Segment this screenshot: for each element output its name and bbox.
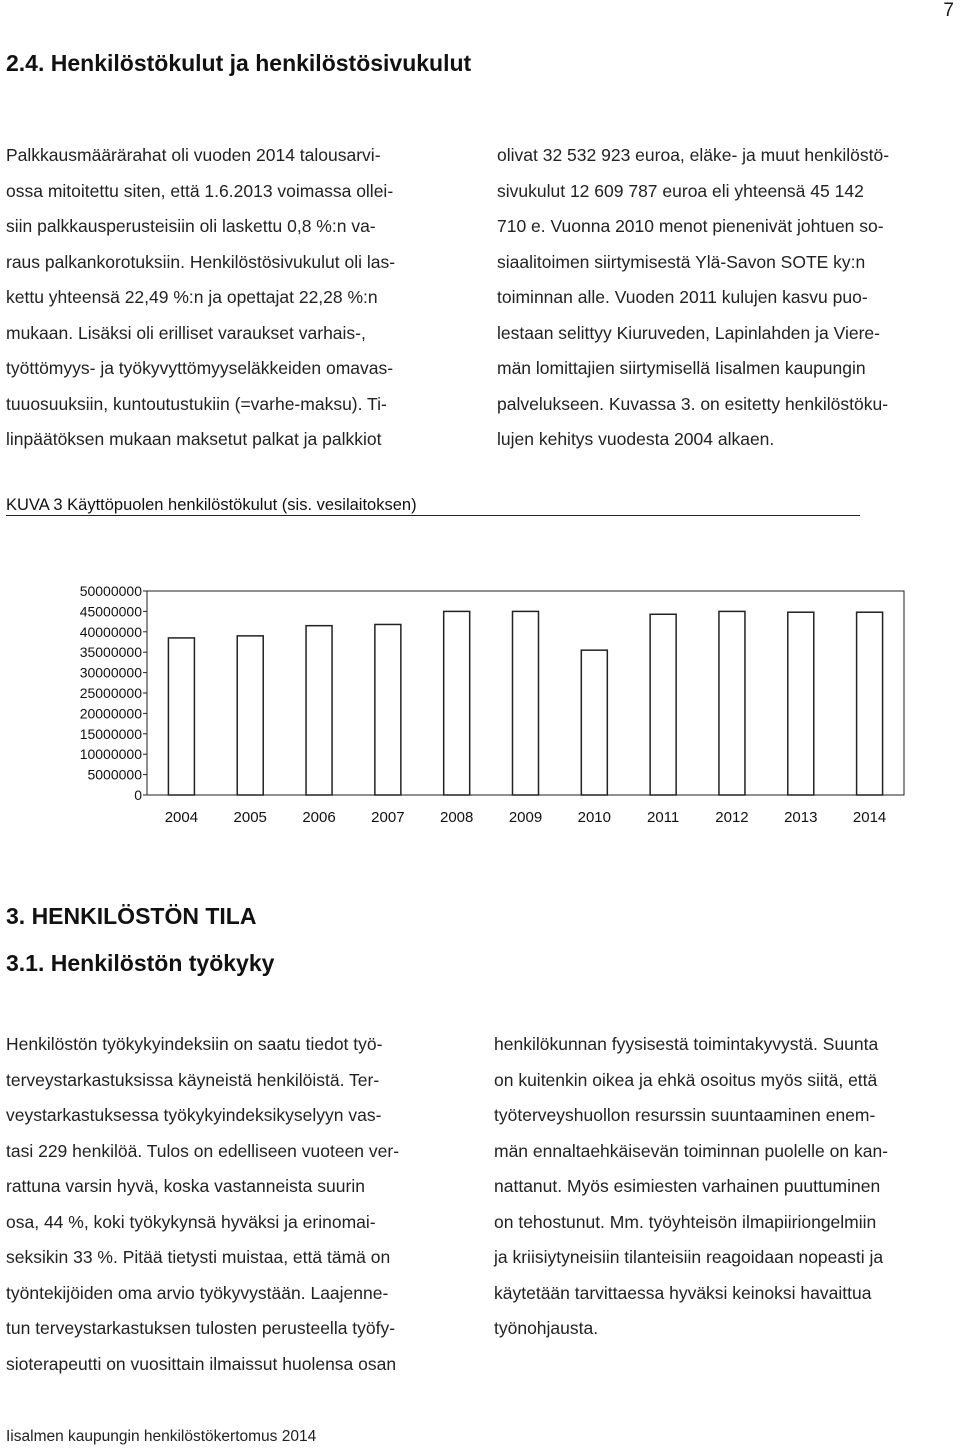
page-number: 7 [943,0,954,21]
text-line: työttömyys- ja työkyvyttömyyseläkkeiden omavas- [6,358,394,378]
text-line: työnohjausta. [494,1318,599,1338]
section1-left-column [6,138,476,458]
text-line: työterveyshuollon resurssin suuntaaminen enem- [494,1105,876,1125]
text-line: Henkilöstön työkykyindeksiin on saatu tiedot työ- [6,1034,383,1054]
y-tick-label: 40000000 [79,623,142,640]
text-line: sivukulut 12 609 787 euroa eli yhteensä 45 142 [497,180,864,201]
section-heading: 2.4. Henkilöstökulut ja henkilöstösivukulut [6,50,472,76]
bar-2009 [513,611,539,795]
text-line: män lomittajien siirtymisellä Iisalmen kaupungin [497,358,866,378]
bar-2005 [237,636,263,795]
text-line: tun terveystarkastuksen tulosten perusteella työfy- [6,1318,396,1338]
text-line: olivat 32 532 923 euroa, eläke- ja muut henkilöstö- [497,145,890,165]
bar-2012 [719,611,745,795]
y-tick-label: 30000000 [79,664,142,681]
text-line: raus palkankorotuksiin. Henkilöstösivukulut oli las- [6,251,396,272]
personnel-costs-chart [0,570,960,840]
bar-2004 [168,638,194,795]
x-tick-label: 2004 [164,809,199,826]
x-tick-label: 2009 [508,809,543,826]
x-tick-label: 2010 [577,809,612,826]
text-line: henkilökunnan fyysisestä toimintakyvystä. Suunta [494,1034,879,1054]
text-line: rattuna varsin hyvä, koska vastanneista suurin [6,1176,365,1196]
text-line: siin palkkausperusteisiin oli laskettu 0,8 %:n va- [6,216,376,236]
text-line: työntekijöiden oma arvio työkyvystään. Laajenne- [6,1282,389,1303]
text-line: 710 e. Vuonna 2010 menot pienenivät johtuen so- [497,216,884,236]
section2-left-column [6,1027,486,1382]
bar-2013 [788,612,814,795]
y-tick-label: 10000000 [79,746,142,763]
text-line: käytetään tarvittaessa hyväksi keinoksi havaittua [494,1282,872,1303]
text-line: ja kriisiytyneisiin tilanteisiin reagoidaan nopeasti ja [494,1247,884,1267]
bar-series [168,611,882,795]
text-line: sioterapeutti on vuosittain ilmaissut huolensa osan [6,1353,397,1374]
x-tick-label: 2013 [784,809,818,826]
y-tick-label: 20000000 [79,705,142,722]
bar-2014 [857,612,883,795]
footer-text: Iisalmen kaupungin henkilöstökertomus 2014 [6,1428,317,1445]
y-tick-label: 45000000 [79,603,142,620]
text-line: siaalitoimen siirtymisestä Ylä-Savon SOTE ky:n [497,251,866,272]
y-tick-label: 50000000 [79,583,142,599]
text-line: mukaan. Lisäksi oli erilliset varaukset varhais-, [6,322,366,343]
y-tick-label: 25000000 [79,685,142,701]
x-tick-label: 2011 [647,809,680,826]
text-line: palvelukseen. Kuvassa 3. on esitetty henkilöstöku- [497,393,889,414]
heading-henkiloston-tila: 3. HENKILÖSTÖN TILA [6,903,257,929]
y-axis-tick-labels [80,583,147,803]
text-line: Palkkausmäärärahat oli vuoden 2014 talousarvi- [6,145,381,165]
text-line: tasi 229 henkilöä. Tulos on edelliseen vuoteen ver- [6,1140,400,1161]
x-tick-label: 2007 [371,809,405,826]
bar-2011 [650,614,676,795]
y-tick-label: 15000000 [79,725,142,742]
text-line: tuuosuuksiin, kuntoutustukiin (=varhe-maksu). Ti- [6,393,387,414]
text-line: nattanut. Myös esimiesten varhainen puuttuminen [494,1176,881,1196]
text-line: lestaan selittyy Kiuruveden, Lapinlahden ja Viere- [497,322,880,343]
section2-right-column [494,1027,956,1347]
text-line: terveystarkastuksissa käyneistä henkilöistä. Ter- [6,1069,380,1090]
text-line: toiminnan alle. Vuoden 2011 kulujen kasvu puo- [497,287,868,307]
section1-right-column [497,138,957,458]
x-tick-label: 2005 [233,809,267,826]
bar-2010 [581,650,607,795]
x-tick-label: 2012 [715,809,749,826]
bar-2008 [444,611,470,795]
x-tick-label: 2008 [439,809,474,826]
y-tick-label: 5000000 [87,766,142,783]
text-line: linpäätöksen mukaan maksetut palkat ja palkkiot [6,429,382,449]
text-line: osa, 44 %, koki työkykynsä hyväksi ja erinomai- [6,1211,376,1232]
text-line: män ennaltaehkäisevän toiminnan puolelle on kan- [494,1140,889,1161]
bar-2006 [306,626,332,795]
x-tick-label: 2014 [852,809,887,826]
text-line: seksikin 33 %. Pitää tietysti muistaa, että tämä on [6,1247,391,1267]
text-line: veystarkastuksessa työkykyindeksikyselyyn vas- [6,1105,382,1125]
y-tick-label: 0 [134,787,142,803]
text-line: kettu yhteensä 22,49 %:n ja opettajat 22,28 %:n [6,287,378,307]
x-axis-tick-labels [165,809,887,826]
text-line: on tehostunut. Mm. työyhteisön ilmapiiriongelmiin [494,1211,877,1232]
text-line: on kuitenkin oikea ja ehkä osoitus myös siitä, että [494,1069,878,1090]
x-tick-label: 2006 [302,809,336,826]
figure-caption: KUVA 3 Käyttöpuolen henkilöstökulut (sis. vesilaitoksen) [6,496,417,514]
bar-2007 [375,624,401,795]
caption-underline [6,515,860,516]
text-line: lujen kehitys vuodesta 2004 alkaen. [497,429,775,449]
heading-henkiloston-tyokyky: 3.1. Henkilöstön työkyky [6,950,275,976]
text-line: ossa mitoitettu siten, että 1.6.2013 voimassa ollei- [6,180,394,201]
y-tick-label: 35000000 [79,644,142,661]
